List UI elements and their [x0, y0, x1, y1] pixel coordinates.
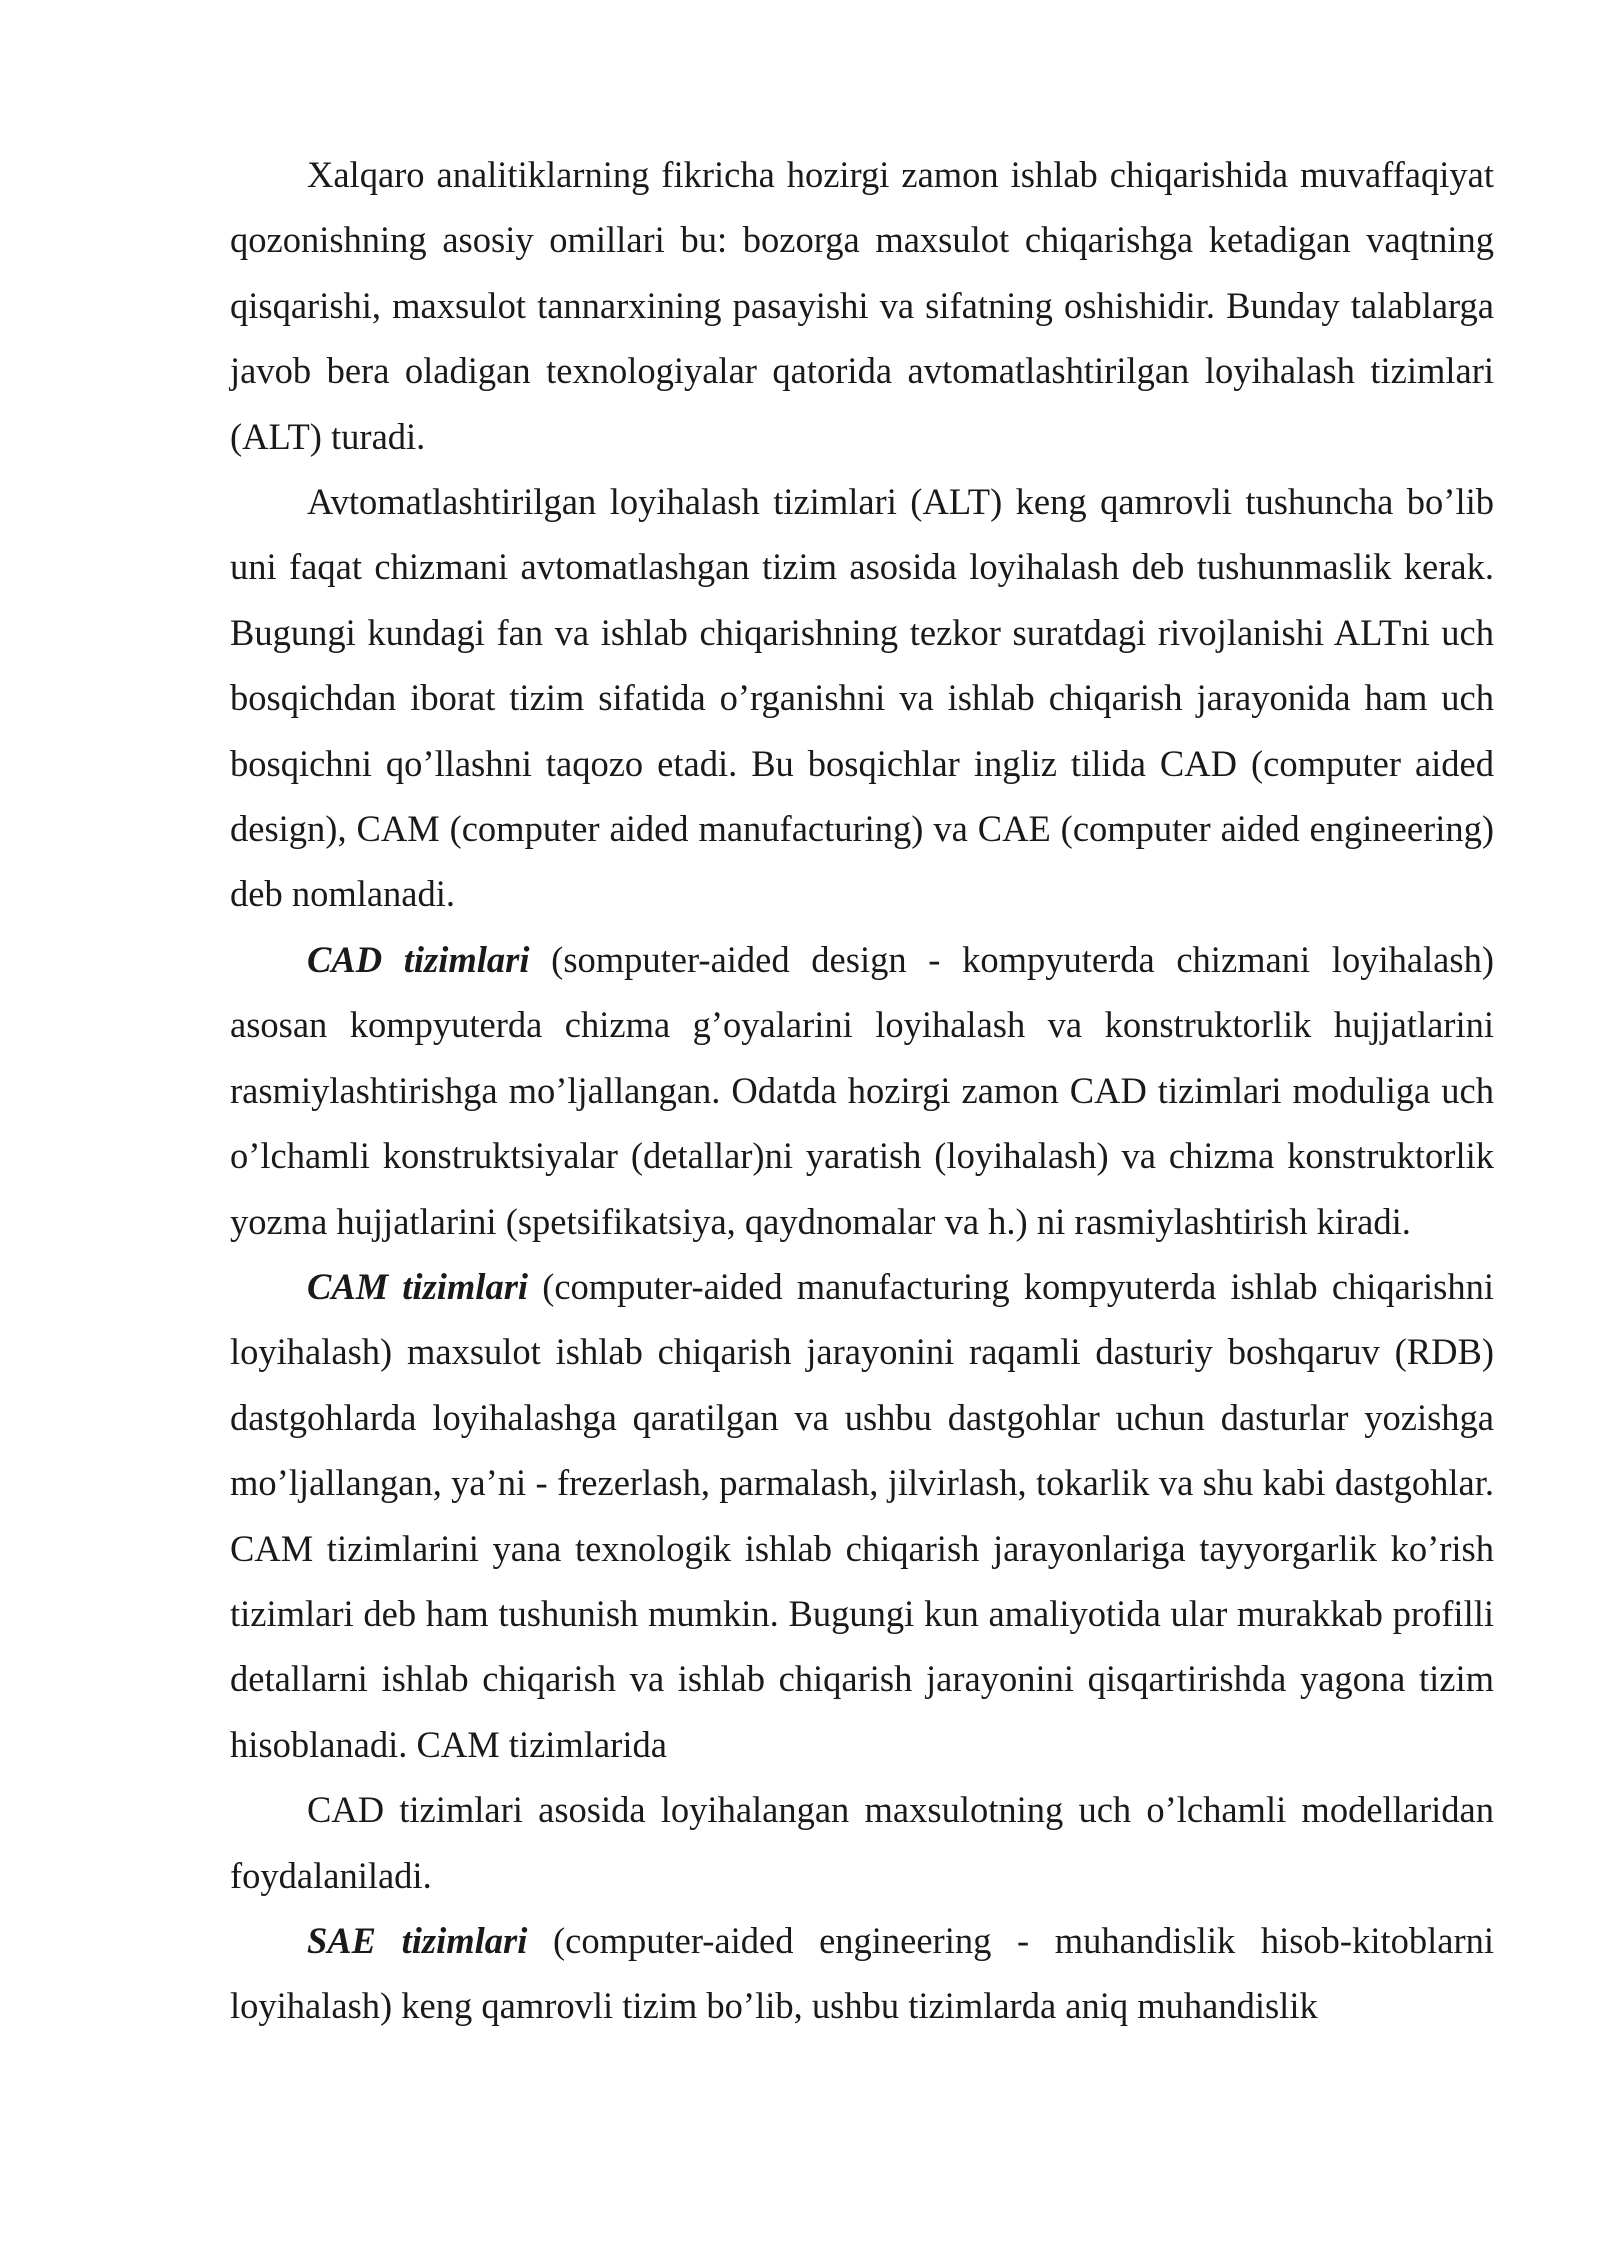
paragraph-intro-text: Xalqaro analitiklarning fikricha hozirgi zamon ishlab chiqarishida muvaffaqiyat qozonishning asosiy omillari bu: bozorga maxsulot chiqarishga ketadigan vaqtning qisqarishi, maxsulot tannarxining pasayishi va sifatning oshishidir. Bunday talablarga javob bera oladigan texnologiyalar qatorida avtomatlashtirilgan loyihalash tizimlari (ALT) turadi. — [230, 154, 1494, 457]
paragraph-cad-models-text: CAD tizimlari asosida loyihalangan maxsulotning uch o’lchamli modellaridan foydalaniladi. — [230, 1789, 1494, 1896]
document-body — [230, 142, 1494, 2039]
paragraph-intro — [230, 142, 1494, 469]
paragraph-alt-definition — [230, 469, 1494, 927]
paragraph-cad-text: (somputer-aided design - kompyuterda chizmani loyihalash) asosan kompyuterda chizma g’oyalarini loyihalash va konstruktorlik hujjatlarini rasmiylashtirishga mo’ljallangan. Odatda hozirgi zamon CAD tizimlari moduliga uch o’lchamli konstruktsiyalar (detallar)ni yaratish (loyihalash) va chizma konstruktorlik yozma hujjatlarini (spetsifikatsiya, qaydnomalar va h.) ni rasmiylashtirish kiradi. — [230, 938, 1494, 1242]
paragraph-cad — [230, 927, 1494, 1254]
paragraph-alt-definition-text: Avtomatlashtirilgan loyihalash tizimlari (ALT) keng qamrovli tushuncha bo’lib uni faqat chizmani avtomatlashgan tizim asosida loyihalash deb tushunmaslik kerak. Bugungi kundagi fan va ishlab chiqarishning tezkor suratdagi rivojlanishi ALTni uch bosqichdan iborat tizim sifatida o’rganishni va ishlab chiqarish jarayonida ham uch bosqichni qo’llashni taqozo etadi. Bu bosqichlar ingliz tilida CAD (computer aided design), CAM (computer aided manufacturing) va CAE (computer aided engineering) deb nomlanadi. — [230, 481, 1494, 915]
cam-term: CAM tizimlari — [307, 1265, 529, 1307]
paragraph-cad-models — [230, 1777, 1494, 1908]
paragraph-cam-text: (computer-aided manufacturing kompyuterda ishlab chiqarishni loyihalash) maxsulot ishlab chiqarish jarayonini raqamli dasturiy boshqaruv (RDB) dastgohlarda loyihalashga qaratilgan va ushbu dastgohlar uchun dasturlar yozishga mo’ljallangan, ya’ni - frezerlash, parmalash, jilvirlash, tokarlik va shu kabi dastgohlar. CAM tizimlarini yana texnologik ishlab chiqarish jarayonlariga tayyorgarlik ko’rish tizimlari deb ham tushunish mumkin. Bugungi kun amaliyotida ular murakkab profilli detallarni ishlab chiqarish va ishlab chiqarish jarayonini qisqartirishda yagona tizim hisoblanadi. CAM tizimlarida — [230, 1265, 1494, 1765]
paragraph-sae — [230, 1908, 1494, 2039]
cad-term: CAD tizimlari — [307, 938, 530, 980]
paragraph-cam — [230, 1254, 1494, 1777]
paragraph-sae-text: (computer-aided engineering - muhandislik hisob-kitoblarni loyihalash) keng qamrovli tizim bo’lib, ushbu tizimlarda aniq muhandislik — [230, 1919, 1494, 2027]
sae-term: SAE tizimlari — [307, 1919, 528, 1961]
